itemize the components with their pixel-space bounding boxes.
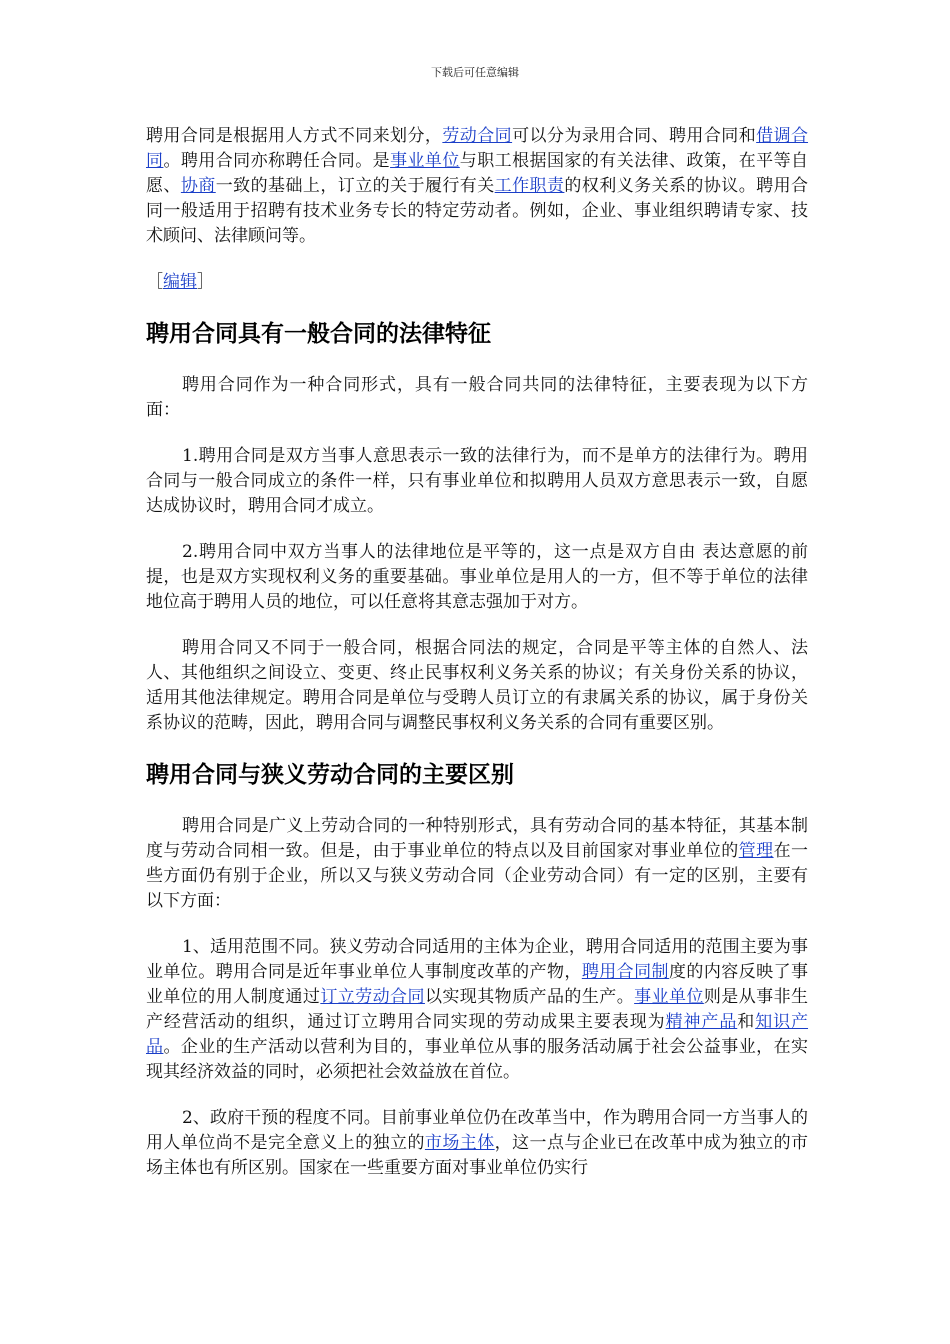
link-knowledge-products[interactable]: 知识产品: [146, 1012, 809, 1057]
link-employment-contract-system[interactable]: 聘用合同制: [581, 962, 669, 982]
section2-paragraph-2: 1、适用范围不同。狭义劳动合同适用的主体为企业，聘用合同适用的范围主要为事业单位。聘用合同是近年事业单位人事制度改革的产物，聘用合同制度的内容反映了事业单位的用人制度通过订立劳动合同以实现其物质产品的生产。事业单位则是从事非生产经营活动的组织，通过订立聘用合同实现的劳动成果主要表现为精神产品和知识产品。企业的生产活动以营利为目的，事业单位从事的服务活动属于社会公益事业，在实现其经济效益的同时，必须把社会效益放在首位。: [146, 937, 809, 1082]
link-labor-contract[interactable]: 劳动合同: [442, 126, 513, 146]
edit-link[interactable]: 编辑: [163, 272, 197, 292]
section1-paragraph-1: 聘用合同作为一种合同形式，具有一般合同共同的法律特征，主要表现为以下方面：: [146, 375, 808, 420]
intro-paragraph: 聘用合同是根据用人方式不同来划分，劳动合同可以分为录用合同、聘用合同和借调合同。聘用合同亦称聘任合同。是事业单位与职工根据国家的有关法律、政策，在平等自愿、协商一致的基础上，订立的关于履行有关工作职责的权利义务关系的协议。聘用合同一般适用于招聘有技术业务专长的特定劳动者。例如，企业、事业组织聘请专家、技术顾问、法律顾问等。: [146, 126, 809, 246]
link-spiritual-products[interactable]: 精神产品: [665, 1012, 738, 1032]
link-public-institution-2[interactable]: 事业单位: [634, 987, 704, 1007]
link-job-duties[interactable]: 工作职责: [494, 176, 565, 196]
section2-paragraph-3: 2、政府干预的程度不同。目前事业单位仍在改革当中，作为聘用合同一方当事人的用人单位尚不是完全意义上的独立的市场主体，这一点与企业已在改革中成为独立的市场主体也有所区别。国家在一些重要方面对事业单位仍实行: [146, 1108, 809, 1178]
edit-link-wrapper: ［编辑］: [146, 272, 214, 292]
link-market-entity[interactable]: 市场主体: [424, 1133, 495, 1153]
document-body: [146, 124, 808, 1181]
link-management[interactable]: 管理: [738, 841, 774, 861]
section-heading-main-differences: 聘用合同与狭义劳动合同的主要区别: [146, 762, 514, 788]
page-header: 下载后可任意编辑: [431, 66, 519, 79]
section1-paragraph-2: 1.聘用合同是双方当事人意思表示一致的法律行为，而不是单方的法律行为。聘用合同与一般合同成立的条件一样，只有事业单位和拟聘用人员双方意思表示一致，自愿达成协议时，聘用合同才成立。: [146, 446, 808, 516]
section1-paragraph-4: 聘用合同又不同于一般合同，根据合同法的规定，合同是平等主体的自然人、法人、其他组织之间设立、变更、终止民事权利义务关系的协议；有关身份关系的协议，适用其他法律规定。聘用合同是单位与受聘人员订立的有隶属关系的协议，属于身份关系协议的范畴，因此，聘用合同与调整民事权利义务关系的合同有重要区别。: [146, 638, 808, 733]
section-heading-legal-features: 聘用合同具有一般合同的法律特征: [146, 321, 491, 347]
section2-paragraph-1: 聘用合同是广义上劳动合同的一种特别形式，具有劳动合同的基本特征，其基本制度与劳动合同相一致。但是，由于事业单位的特点以及目前国家对事业单位的管理在一些方面仍有别于企业，所以又与狭义劳动合同（企业劳动合同）有一定的区别，主要有以下方面：: [146, 816, 809, 911]
link-public-institution[interactable]: 事业单位: [390, 151, 460, 171]
section1-paragraph-3: 2.聘用合同中双方当事人的法律地位是平等的，这一点是双方自由 表达意愿的前提，也是双方实现权利义务的重要基础。事业单位是用人的一方，但不等于单位的法律地位高于聘用人员的地位，可以任意将其意志强加于对方。: [146, 542, 808, 612]
link-secondment-contract[interactable]: 借调合同: [146, 126, 809, 171]
link-negotiation[interactable]: 协商: [180, 176, 216, 196]
link-conclude-labor-contract[interactable]: 订立劳动合同: [320, 987, 425, 1007]
